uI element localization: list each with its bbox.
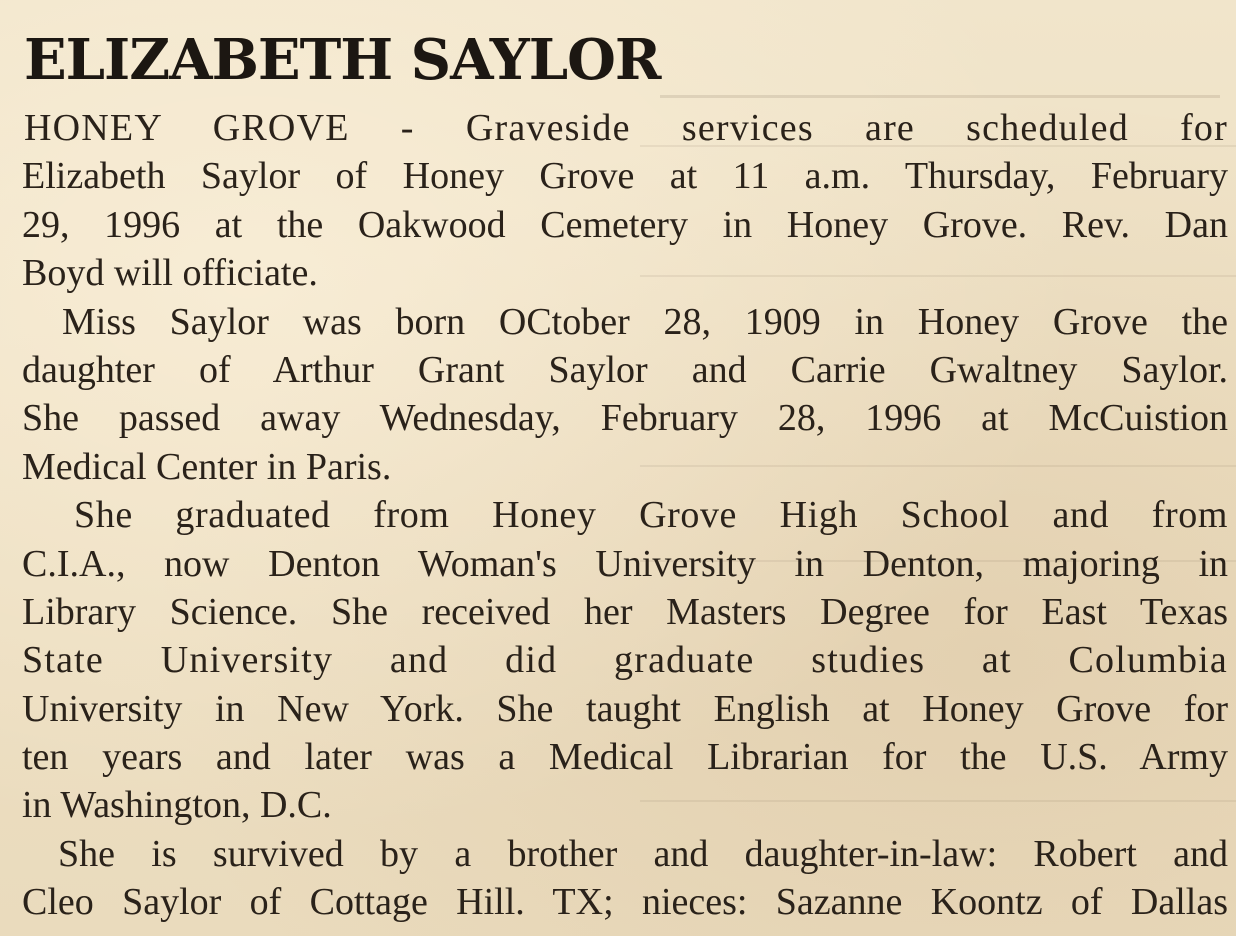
- obituary-body: [22, 104, 1228, 927]
- paragraph-survivors: [22, 830, 1228, 927]
- bleed-through-rule: [660, 95, 1220, 98]
- text-line: daughter of Arthur Grant Saylor and Carrie Gwaltney Saylor.: [22, 348, 1228, 391]
- text-line: HONEY GROVE - Graveside services are scheduled for: [24, 107, 1228, 149]
- text-line: University in New York. She taught English at Honey Grove for: [22, 687, 1228, 730]
- text-line: in Washington, D.C.: [22, 784, 332, 827]
- text-line: Cleo Saylor of Cottage Hill. TX; nieces: Sazanne Koontz of Dallas: [22, 881, 1228, 924]
- paragraph-services: [22, 104, 1228, 298]
- text-line: She is survived by a brother and daughter-in-law: Robert and: [58, 832, 1228, 875]
- text-line: Miss Saylor was born OCtober 28, 1909 in Honey Grove the: [62, 300, 1228, 343]
- text-line: Library Science. She received her Masters Degree for East Texas: [22, 590, 1228, 633]
- text-line: Boyd will officiate.: [22, 252, 318, 295]
- text-line: She graduated from Honey Grove High School and from: [74, 494, 1228, 537]
- text-line: State University and did graduate studies at Columbia: [22, 639, 1228, 682]
- text-line: She passed away Wednesday, February 28, 1996 at McCuistion: [22, 397, 1228, 440]
- paragraph-education: [22, 491, 1228, 830]
- text-line: 29, 1996 at the Oakwood Cemetery in Honey Grove. Rev. Dan: [22, 203, 1228, 246]
- text-line: ten years and later was a Medical Librarian for the U.S. Army: [22, 736, 1228, 779]
- text-line: C.I.A., now Denton Woman's University in Denton, majoring in: [22, 542, 1228, 585]
- paragraph-birth: [22, 298, 1228, 492]
- text-line: Elizabeth Saylor of Honey Grove at 11 a.m. Thursday, February: [22, 155, 1228, 198]
- obituary-headline: ELIZABETH SAYLOR: [24, 27, 661, 93]
- text-line: Medical Center in Paris.: [22, 445, 392, 488]
